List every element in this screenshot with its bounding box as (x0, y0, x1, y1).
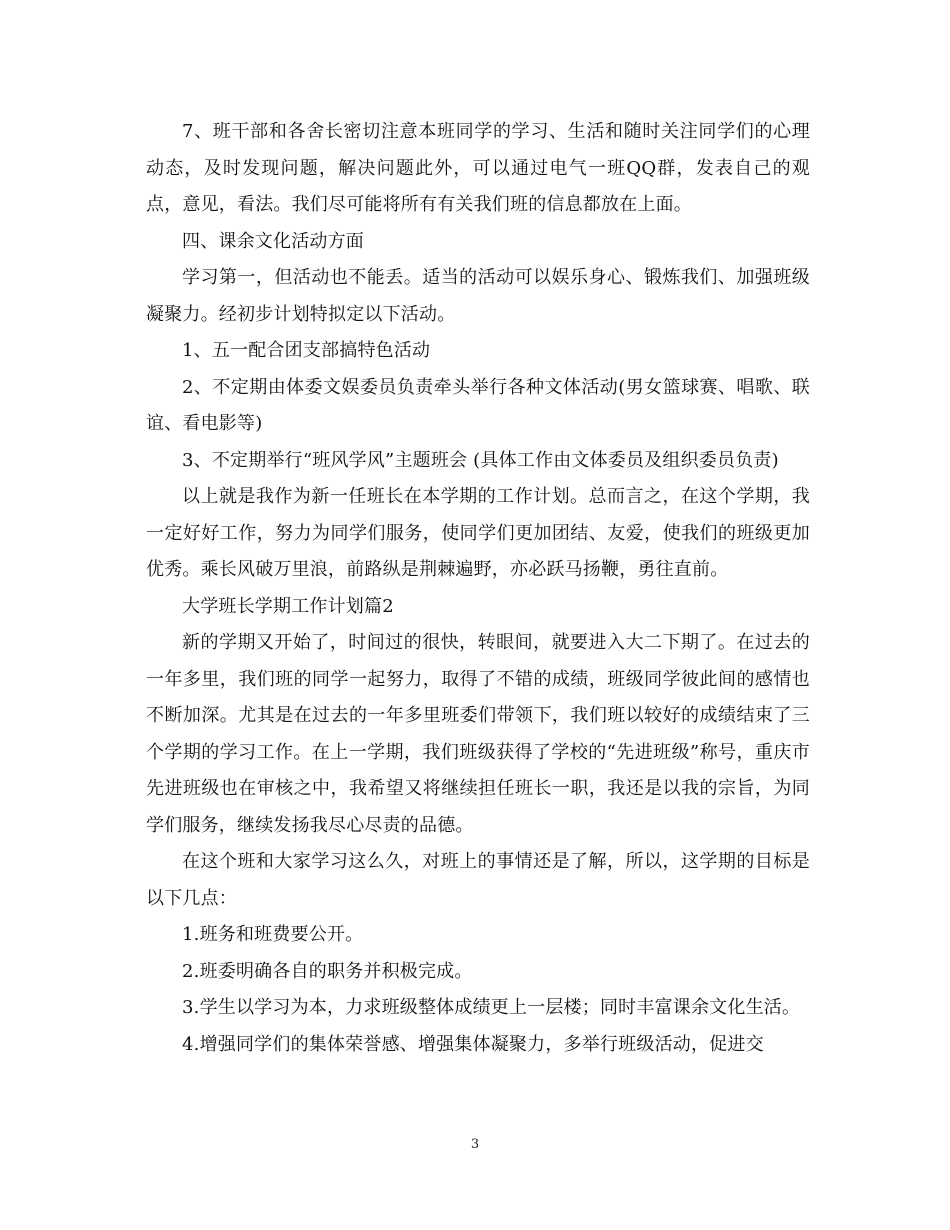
list-item: 3.学生以学习为本，力求班级整体成绩更上一层楼；同时丰富课余文化生活。 (182, 997, 801, 1018)
paragraph: 在这个班和大家学习这么久，对班上的事情还是了解，所以，这学期的目标是以下几点： (146, 851, 810, 909)
list-item: 2.班委明确各自的职务并积极完成。 (182, 960, 473, 982)
paragraph: 7、班干部和各舍长密切注意本班同学的学习、生活和随时关注同学们的心理动态，及时发现问题，解决问题此外，可以通过电气一班QQ群，发表自己的观点，意见，看法。我们尽可能将所有有关我们班的信息都放在上面。 (146, 121, 810, 215)
section-heading: 四、课余文化活动方面 (182, 230, 364, 252)
list-item: 2、不定期由体委文娱委员负责牵头举行各种文体活动(男女篮球赛、唱歌、联谊、看电影等) (146, 376, 810, 434)
paragraph: 新的学期又开始了，时间过的很快，转眼间，就要进入大二下期了。在过去的一年多里，我们班的同学一起努力，取得了不错的成绩，班级同学彼此间的感情也不断加深。尤其是在过去的一年多里班委们带领下，我们班以较好的成绩结束了三个学期的学习工作。在上一学期，我们班级获得了学校的“先进班级”称号，重庆市先进班级也在审核之中，我希望又将继续担任班长一职，我还是以我的宗旨，为同学们服务，继续发扬我尽心尽责的品德。 (146, 632, 810, 836)
section-heading: 大学班长学期工作计划篇2 (182, 595, 394, 617)
list-item: 4.增强同学们的集体荣誉感、增强集体凝聚力，多举行班级活动，促进交 (182, 1033, 764, 1055)
list-item: 3、不定期举行“班风学风”主题班会 (具体工作由文体委员及组织委员负责) (182, 449, 779, 471)
paragraph: 以上就是我作为新一任班长在本学期的工作计划。总而言之，在这个学期，我一定好好工作，努力为同学们服务，使同学们更加团结、友爱，使我们的班级更加优秀。乘长风破万里浪，前路纵是荆棘遍野，亦必跃马扬鞭，勇往直前。 (146, 486, 810, 580)
list-item: 1、五一配合团支部搞特色活动 (182, 340, 431, 361)
page-body (146, 114, 810, 1063)
list-item: 1.班务和班费要公开。 (182, 924, 364, 945)
page-number: 3 (470, 1137, 480, 1152)
paragraph: 学习第一，但活动也不能丢。适当的活动可以娱乐身心、锻炼我们、加强班级凝聚力。经初步计划特拟定以下活动。 (146, 267, 810, 325)
